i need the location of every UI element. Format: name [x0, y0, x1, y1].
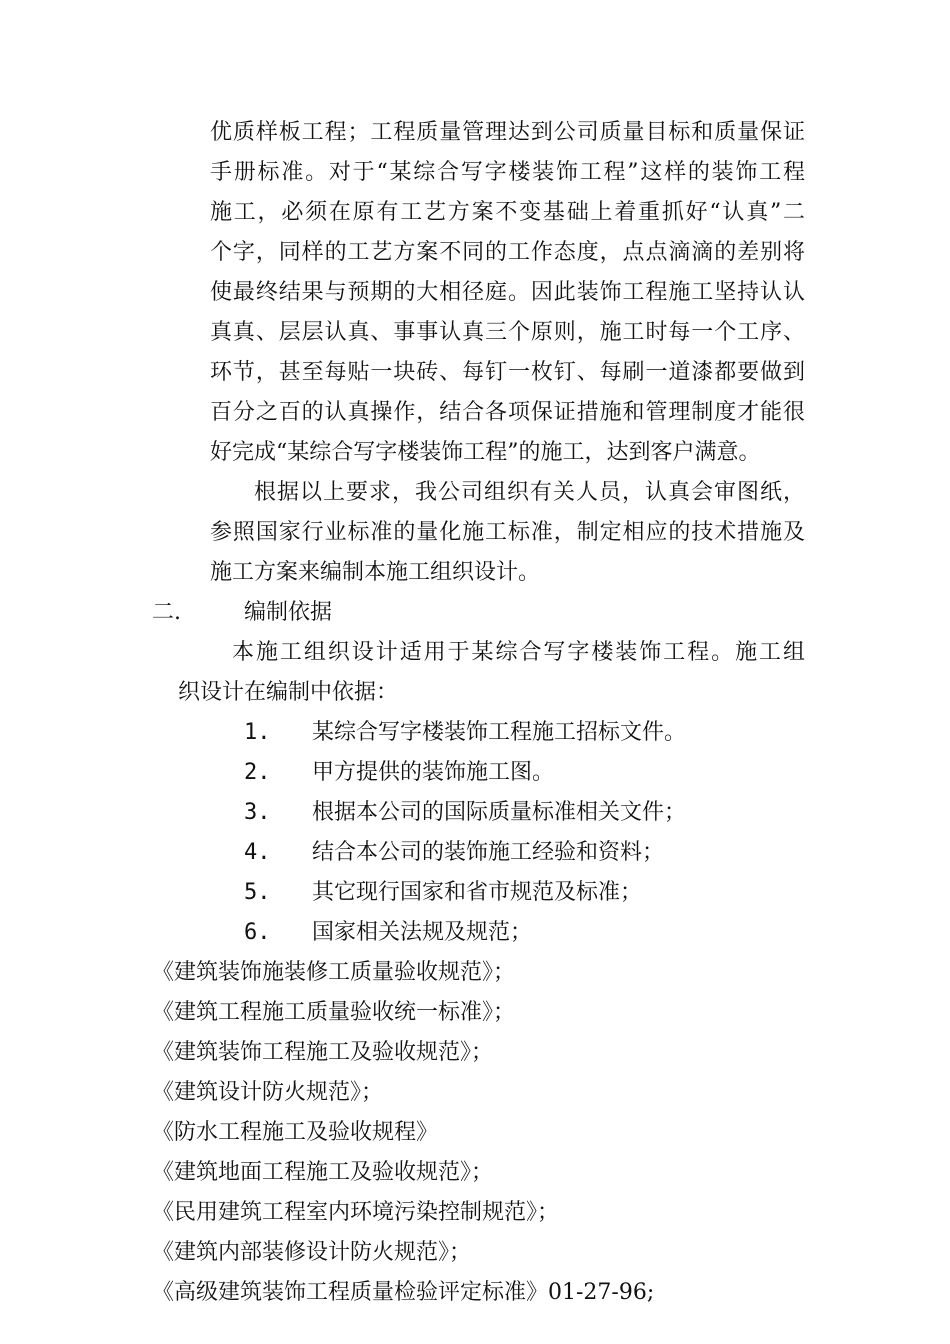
list-text: 结合本公司的装饰施工经验和资料； [312, 840, 665, 865]
paragraph-line: 优质样板工程；工程质量管理达到公司质量目标和质量保证 [210, 120, 805, 145]
list-number: 2. [244, 760, 271, 785]
paragraph-line: 施工，必须在原有工艺方案不变基础上着重抓好“认真”二 [210, 200, 805, 225]
intro-line: 织设计在编制中依据： [178, 680, 399, 705]
intro-line: 本施工组织设计适用于某综合写字楼装饰工程。施工组 [232, 640, 805, 665]
paragraph-line: 参照国家行业标准的量化施工标准，制定相应的技术措施及 [210, 520, 805, 545]
standard-item: 《建筑内部装修设计防火规范》； [152, 1240, 472, 1265]
standard-item: 《建筑地面工程施工及验收规范》； [152, 1160, 494, 1185]
list-text: 其它现行国家和省市规范及标准； [312, 880, 643, 905]
paragraph-line: 施工方案来编制本施工组织设计。 [210, 560, 541, 585]
standard-item: 《防水工程施工及验收规程》 [152, 1120, 439, 1145]
list-text: 国家相关法规及规范； [312, 920, 533, 945]
standard-item: 《高级建筑装饰工程质量检验评定标准》01-27-96; [152, 1280, 655, 1305]
paragraph-line: 环节，甚至每贴一块砖、每钉一枚钉、每刷一道漆都要做到 [210, 360, 805, 385]
list-number: 3. [244, 800, 271, 825]
section-title: 编制依据 [244, 600, 333, 625]
list-number: 1. [244, 720, 271, 745]
paragraph-line: 百分之百的认真操作，结合各项保证措施和管理制度才能很 [210, 400, 805, 425]
list-text: 甲方提供的装饰施工图。 [312, 760, 555, 785]
standard-item: 《建筑设计防火规范》； [152, 1080, 384, 1105]
paragraph-line: 好完成“某综合写字楼装饰工程”的施工，达到客户满意。 [210, 440, 761, 465]
list-number: 6. [244, 920, 271, 945]
section-number: 二. [152, 600, 181, 625]
standard-item: 《建筑装饰施装修工质量验收规范》； [152, 960, 516, 985]
list-text: 某综合写字楼装饰工程施工招标文件。 [312, 720, 687, 745]
paragraph-line: 真真、层层认真、事事认真三个原则，施工时每一个工序、 [210, 320, 805, 345]
list-number: 5. [244, 880, 271, 905]
paragraph-line: 手册标准。对于“某综合写字楼装饰工程”这样的装饰工程 [210, 160, 805, 185]
list-text: 根据本公司的国际质量标准相关文件； [312, 800, 687, 825]
list-number: 4. [244, 840, 271, 865]
paragraph-line: 个字，同样的工艺方案不同的工作态度，点点滴滴的差别将 [210, 240, 805, 265]
standard-item: 《建筑工程施工质量验收统一标准》； [152, 1000, 516, 1025]
paragraph-line: 使最终结果与预期的大相径庭。因此装饰工程施工坚持认认 [210, 280, 805, 305]
paragraph-line: 根据以上要求，我公司组织有关人员，认真会审图纸， [254, 480, 805, 505]
standard-item: 《民用建筑工程室内环境污染控制规范》； [152, 1200, 560, 1225]
standard-item: 《建筑装饰工程施工及验收规范》； [152, 1040, 494, 1065]
